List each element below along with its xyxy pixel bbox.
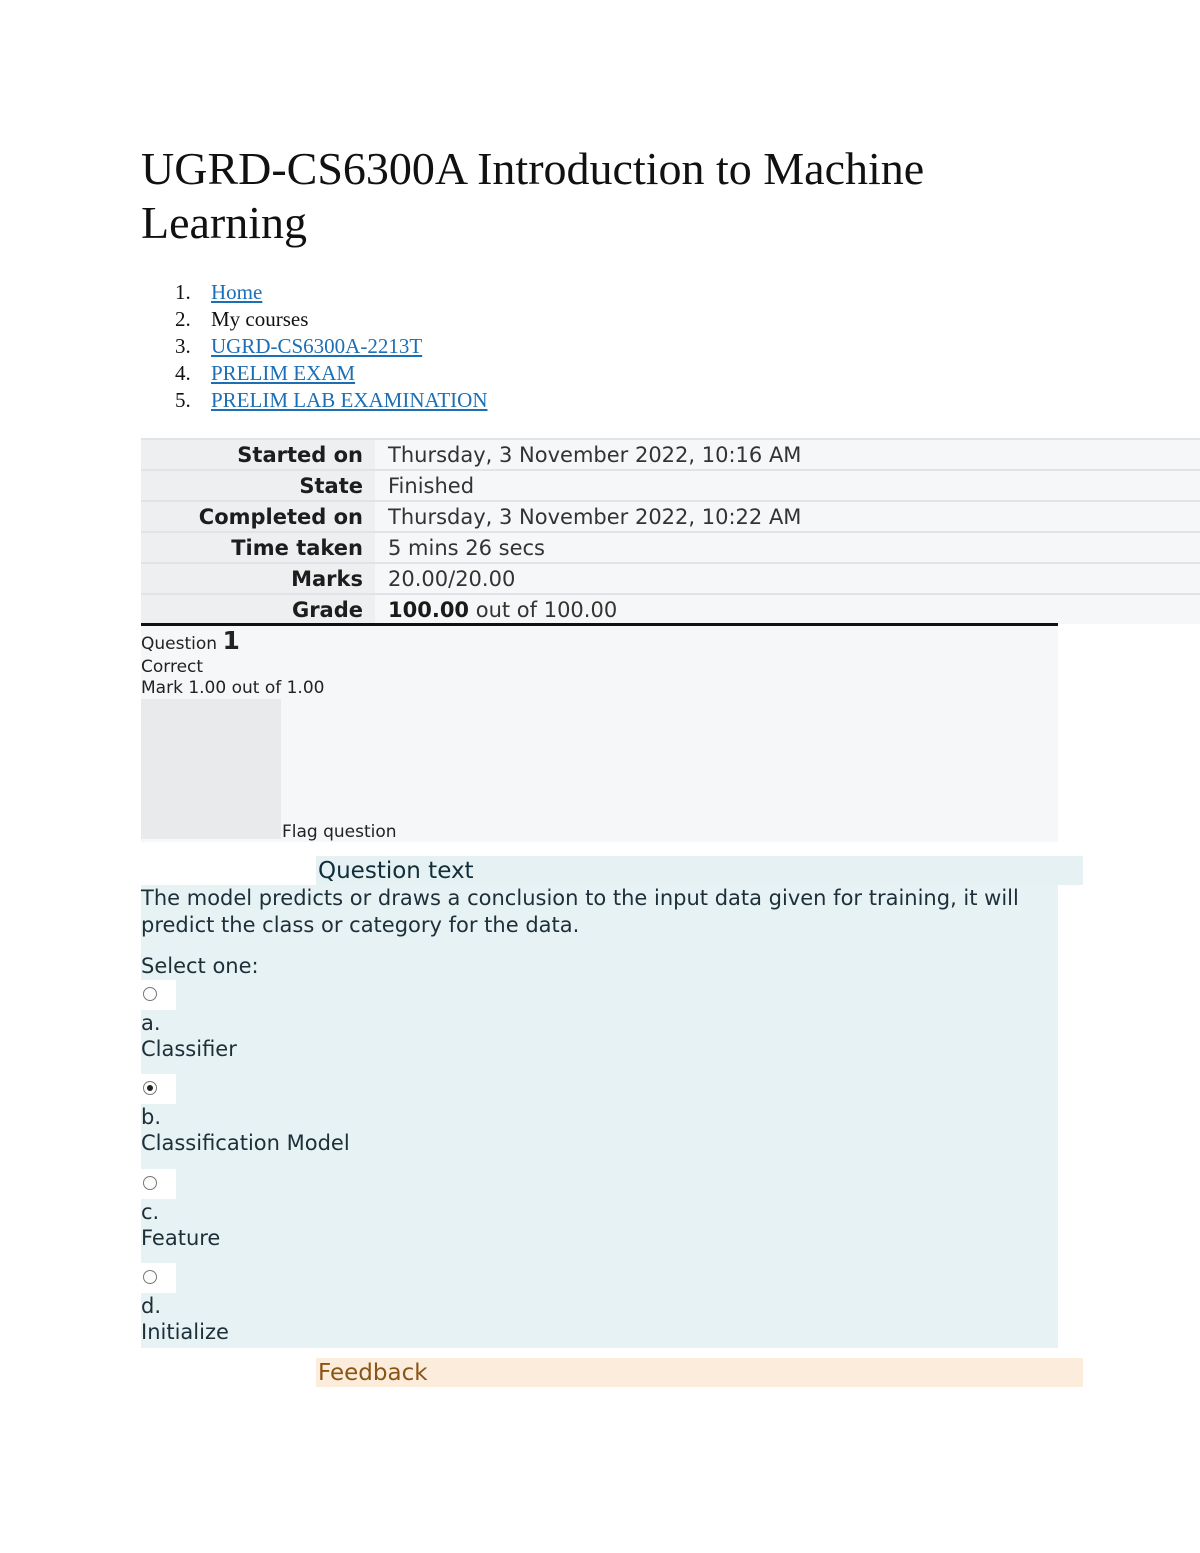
radio-dot [147, 1085, 153, 1091]
grade-out-of: out of 100.00 [469, 597, 618, 622]
summary-label: Grade [141, 594, 375, 624]
answer-letter: c. [141, 1200, 160, 1224]
summary-value: Thursday, 3 November 2022, 10:16 AM [375, 439, 1200, 470]
summary-row-completed [141, 501, 1200, 532]
question-state: Correct [141, 657, 204, 677]
question-number-value: 1 [222, 626, 240, 655]
question-label: Question [141, 634, 218, 654]
flag-question-link[interactable]: Flag question [282, 822, 397, 842]
summary-value [375, 594, 1200, 624]
radio-button-container[interactable] [141, 1263, 176, 1293]
breadcrumb-link-prelim-lab-examination[interactable]: PRELIM LAB EXAMINATION [211, 388, 488, 412]
summary-value: Finished [375, 470, 1200, 501]
question-number [141, 628, 240, 657]
breadcrumb-link-prelim-exam[interactable]: PRELIM EXAM [211, 361, 356, 385]
summary-value: 20.00/20.00 [375, 563, 1200, 594]
breadcrumb-item-prelim-exam [141, 360, 488, 387]
breadcrumb-item-home [141, 279, 488, 306]
breadcrumb-number: 4. [175, 361, 191, 385]
answer-text: Classifier [141, 1037, 237, 1061]
summary-label: Marks [141, 563, 375, 594]
answer-letter: a. [141, 1011, 161, 1035]
summary-row-time-taken [141, 532, 1200, 563]
flag-icon[interactable] [141, 699, 281, 839]
answer-letter: b. [141, 1105, 162, 1129]
summary-label: Time taken [141, 532, 375, 563]
radio-checked-icon[interactable] [143, 1081, 157, 1095]
radio-unchecked-icon[interactable] [143, 1270, 157, 1284]
question-mark: Mark 1.00 out of 1.00 [141, 678, 325, 698]
summary-value: Thursday, 3 November 2022, 10:22 AM [375, 501, 1200, 532]
question-info-panel [141, 623, 1058, 842]
summary-row-grade [141, 594, 1200, 624]
breadcrumb [141, 279, 488, 414]
answer-text: Classification Model [141, 1131, 350, 1155]
summary-row-marks [141, 563, 1200, 594]
summary-label: Started on [141, 439, 375, 470]
breadcrumb-number: 5. [175, 388, 191, 412]
breadcrumb-item-prelim-lab-examination [141, 387, 488, 414]
answer-text: Feature [141, 1226, 221, 1250]
breadcrumb-link-course[interactable]: UGRD-CS6300A-2213T [211, 334, 423, 358]
radio-button-container[interactable] [141, 1169, 176, 1199]
select-one-prompt: Select one: [141, 954, 259, 978]
summary-label: State [141, 470, 375, 501]
radio-button-container[interactable] [141, 980, 176, 1010]
breadcrumb-number: 1. [175, 280, 191, 304]
summary-label: Completed on [141, 501, 375, 532]
feedback-heading: Feedback [316, 1358, 1083, 1387]
breadcrumb-text-my-courses: My courses [211, 307, 309, 331]
radio-button-container[interactable] [141, 1074, 176, 1104]
radio-unchecked-icon[interactable] [143, 1176, 157, 1190]
summary-row-started [141, 439, 1200, 470]
page-title: UGRD-CS6300A Introduction to Machine Learning [141, 143, 925, 248]
breadcrumb-item-my-courses [141, 306, 488, 333]
answer-letter: d. [141, 1294, 162, 1318]
question-content-panel [141, 885, 1058, 1348]
breadcrumb-item-course [141, 333, 488, 360]
breadcrumb-number: 3. [175, 334, 191, 358]
question-text: The model predicts or draws a conclusion to the input data given for training, it will predict the class or category for the data. [141, 886, 1019, 937]
attempt-summary-table [141, 438, 1200, 624]
grade-score: 100.00 [388, 597, 470, 622]
summary-value: 5 mins 26 secs [375, 532, 1200, 563]
summary-row-state [141, 470, 1200, 501]
question-text-heading: Question text [316, 856, 1083, 885]
answer-text: Initialize [141, 1320, 229, 1344]
breadcrumb-link-home[interactable]: Home [211, 280, 263, 304]
radio-unchecked-icon[interactable] [143, 987, 157, 1001]
breadcrumb-number: 2. [175, 307, 191, 331]
